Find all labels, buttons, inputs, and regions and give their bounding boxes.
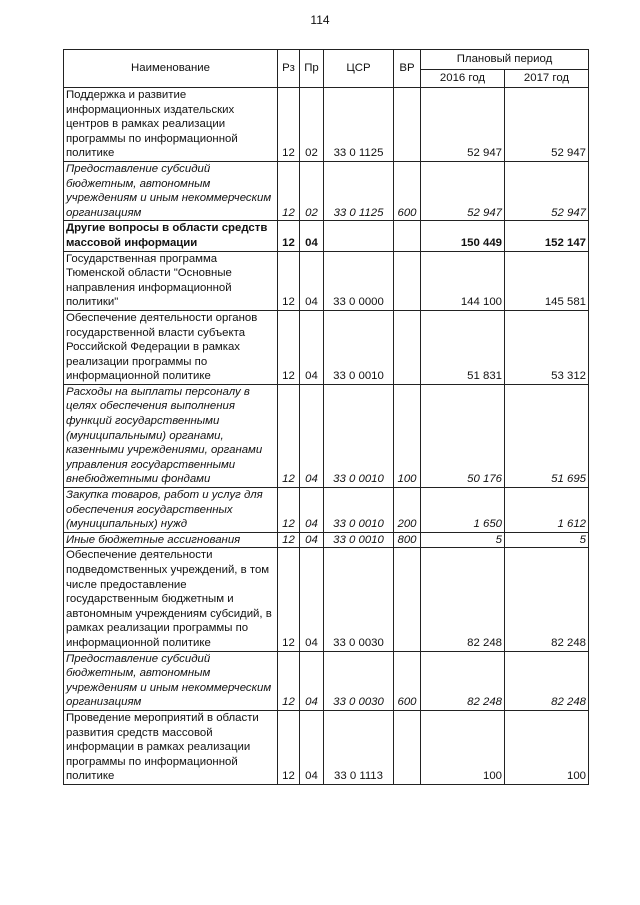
cell-pr: 04	[300, 384, 324, 487]
budget-table	[63, 49, 589, 785]
cell-pr: 04	[300, 488, 324, 533]
cell-pr: 02	[300, 88, 324, 162]
cell-2017: 52 947	[505, 161, 589, 220]
table-body	[64, 88, 589, 785]
cell-vr	[394, 548, 421, 651]
table-row	[64, 532, 589, 548]
cell-name: Иные бюджетные ассигнования	[64, 532, 278, 548]
cell-vr: 600	[394, 651, 421, 710]
cell-csr: 33 0 1125	[324, 161, 394, 220]
table-row	[64, 251, 589, 310]
cell-csr: 33 0 0010	[324, 488, 394, 533]
cell-csr: 33 0 1113	[324, 710, 394, 784]
cell-pr: 04	[300, 251, 324, 310]
table-header	[64, 50, 589, 88]
cell-vr: 800	[394, 532, 421, 548]
cell-pr: 02	[300, 161, 324, 220]
cell-name: Обеспечение деятельности подведомственных учреждений, в том числе предоставление государственным бюджетным и автономным учреждениям субсидий, в рамках реализации программы по информационной политике	[64, 548, 278, 651]
cell-csr: 33 0 0010	[324, 532, 394, 548]
cell-2017: 145 581	[505, 251, 589, 310]
cell-name: Закупка товаров, работ и услуг для обеспечения государственных (муниципальных) нужд	[64, 488, 278, 533]
cell-2016: 1 650	[421, 488, 505, 533]
cell-2017: 100	[505, 710, 589, 784]
cell-2016: 5	[421, 532, 505, 548]
header-year-2017: 2017 год	[505, 70, 589, 88]
cell-csr: 33 0 0030	[324, 548, 394, 651]
cell-2016: 100	[421, 710, 505, 784]
cell-pr: 04	[300, 532, 324, 548]
table-row	[64, 221, 589, 251]
table-row	[64, 548, 589, 651]
cell-2017: 53 312	[505, 310, 589, 384]
cell-csr: 33 0 0010	[324, 384, 394, 487]
header-vr: ВР	[394, 50, 421, 88]
cell-csr: 33 0 1125	[324, 88, 394, 162]
cell-vr	[394, 251, 421, 310]
header-csr: ЦСР	[324, 50, 394, 88]
cell-rz: 12	[278, 710, 300, 784]
cell-vr	[394, 221, 421, 251]
cell-rz: 12	[278, 251, 300, 310]
cell-2016: 51 831	[421, 310, 505, 384]
cell-rz: 12	[278, 384, 300, 487]
cell-name: Проведение мероприятий в области развития средств массовой информации в рамках реализации программы по информационной политике	[64, 710, 278, 784]
table-row	[64, 651, 589, 710]
page-number: 114	[310, 13, 330, 27]
cell-vr	[394, 310, 421, 384]
header-planned-period: Плановый период	[421, 50, 589, 70]
cell-2017: 82 248	[505, 651, 589, 710]
cell-rz: 12	[278, 161, 300, 220]
cell-rz: 12	[278, 88, 300, 162]
cell-csr	[324, 221, 394, 251]
cell-name: Обеспечение деятельности органов государственной власти субъекта Российской Федерации в рамках реализации программы по информационной политике	[64, 310, 278, 384]
header-year-2016: 2016 год	[421, 70, 505, 88]
cell-vr	[394, 710, 421, 784]
table-row	[64, 88, 589, 162]
cell-2017: 52 947	[505, 88, 589, 162]
cell-rz: 12	[278, 221, 300, 251]
cell-csr: 33 0 0010	[324, 310, 394, 384]
cell-2017: 1 612	[505, 488, 589, 533]
cell-2016: 144 100	[421, 251, 505, 310]
cell-name: Предоставление субсидий бюджетным, автономным учреждениям и иным некоммерческим организациям	[64, 161, 278, 220]
cell-2017: 152 147	[505, 221, 589, 251]
cell-vr: 600	[394, 161, 421, 220]
cell-rz: 12	[278, 651, 300, 710]
cell-2016: 52 947	[421, 88, 505, 162]
table-row	[64, 161, 589, 220]
cell-rz: 12	[278, 532, 300, 548]
cell-2016: 82 248	[421, 548, 505, 651]
table-row	[64, 488, 589, 533]
cell-2016: 82 248	[421, 651, 505, 710]
cell-name: Поддержка и развитие информационных издательских центров в рамках реализации программы по информационной политике	[64, 88, 278, 162]
cell-vr: 100	[394, 384, 421, 487]
table-row	[64, 710, 589, 784]
cell-name: Предоставление субсидий бюджетным, автономным учреждениям и иным некоммерческим организациям	[64, 651, 278, 710]
cell-rz: 12	[278, 310, 300, 384]
header-rz: Рз	[278, 50, 300, 88]
header-name: Наименование	[64, 50, 278, 88]
cell-rz: 12	[278, 488, 300, 533]
cell-name: Другие вопросы в области средств массовой информации	[64, 221, 278, 251]
cell-pr: 04	[300, 651, 324, 710]
cell-vr	[394, 88, 421, 162]
cell-name: Государственная программа Тюменской области "Основные направления информационной политики"	[64, 251, 278, 310]
cell-2017: 51 695	[505, 384, 589, 487]
cell-rz: 12	[278, 548, 300, 651]
cell-2017: 82 248	[505, 548, 589, 651]
cell-2016: 150 449	[421, 221, 505, 251]
cell-vr: 200	[394, 488, 421, 533]
cell-csr: 33 0 0030	[324, 651, 394, 710]
cell-pr: 04	[300, 548, 324, 651]
cell-2017: 5	[505, 532, 589, 548]
cell-name: Расходы на выплаты персоналу в целях обеспечения выполнения функций государственными (муниципальными) органами, казенными учреждениями, органами управления государственными внебюджетными фондами	[64, 384, 278, 487]
cell-pr: 04	[300, 221, 324, 251]
header-pr: Пр	[300, 50, 324, 88]
table-row	[64, 384, 589, 487]
cell-2016: 50 176	[421, 384, 505, 487]
table-row	[64, 310, 589, 384]
cell-pr: 04	[300, 310, 324, 384]
cell-2016: 52 947	[421, 161, 505, 220]
cell-pr: 04	[300, 710, 324, 784]
cell-csr: 33 0 0000	[324, 251, 394, 310]
